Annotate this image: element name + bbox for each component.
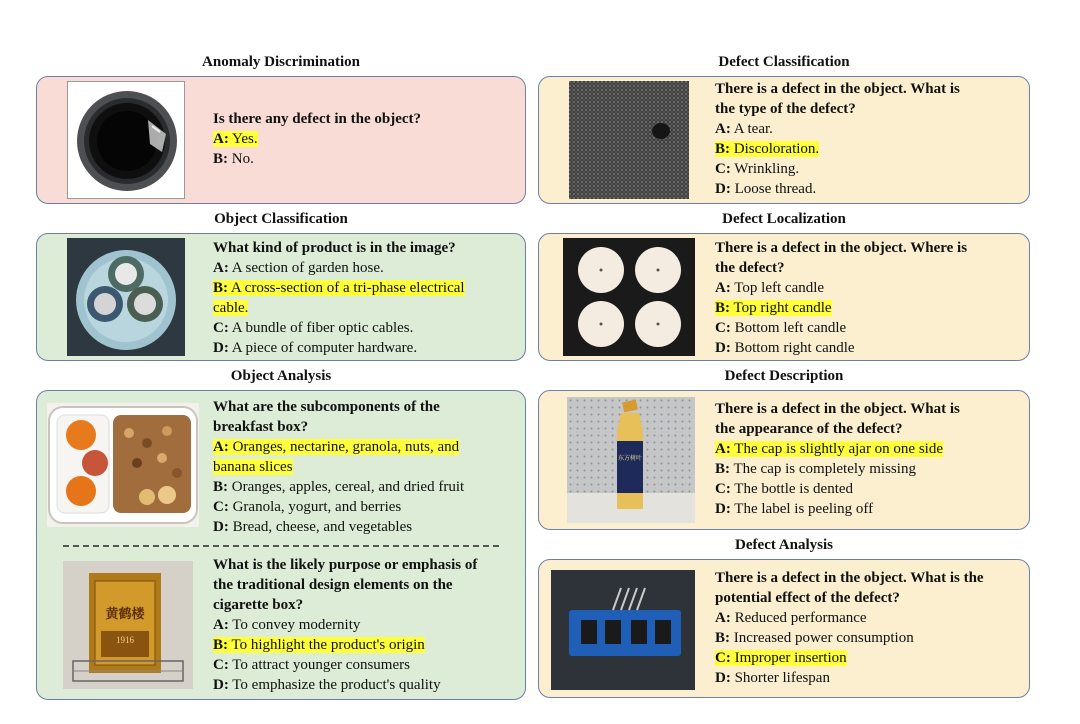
defect-localization-title: Defect Localization xyxy=(722,211,846,227)
defect-analysis-card xyxy=(538,559,1030,698)
option-d: D: A piece of computer hardware. xyxy=(213,340,418,356)
question-line: There is a defect in the object. Where is xyxy=(715,240,968,256)
option-b: B: Discoloration. xyxy=(715,141,820,157)
option-a: A: Yes. xyxy=(213,131,258,147)
defect-description-card xyxy=(538,390,1030,530)
option-a: A: Top left candle xyxy=(715,280,825,296)
question-line: the type of the defect? xyxy=(715,101,856,117)
object-analysis-q2 xyxy=(213,555,477,695)
option-b: B: A cross-section of a tri-phase electrical xyxy=(213,280,465,296)
anomaly-qa xyxy=(213,109,421,169)
defect-localization-card xyxy=(538,233,1030,361)
question: Is there any defect in the object? xyxy=(213,111,422,127)
breakfast-box-image xyxy=(47,403,199,527)
fabric-image xyxy=(569,81,689,199)
question-line: the defect? xyxy=(715,260,785,276)
option-d: D: Shorter lifespan xyxy=(715,670,830,686)
bottle-image xyxy=(567,397,695,523)
defect-analysis-qa xyxy=(715,568,984,688)
object-analysis-card xyxy=(36,390,526,700)
option-a-cont: banana slices xyxy=(213,459,293,475)
option-b: B: Top right candle xyxy=(715,300,832,316)
object-analysis-q1 xyxy=(213,397,464,537)
question-line: What is the likely purpose or emphasis of xyxy=(213,557,478,573)
question-line: the traditional design elements on the xyxy=(213,577,453,593)
object-classification-qa xyxy=(213,238,465,358)
option-c: C: The bottle is dented xyxy=(715,481,854,497)
option-d: D: To emphasize the product's quality xyxy=(213,677,441,693)
question-line: cigarette box? xyxy=(213,597,304,613)
defect-analysis-title: Defect Analysis xyxy=(735,537,833,553)
cigarette-brand-label: 黄鹤楼 xyxy=(105,606,145,621)
defect-classification-card xyxy=(538,76,1030,204)
option-a: A: The cap is slightly ajar on one side xyxy=(715,441,944,457)
option-d: D: Bread, cheese, and vegetables xyxy=(213,519,413,535)
candles-image xyxy=(563,238,695,356)
option-a: A: A section of garden hose. xyxy=(213,260,384,276)
option-b: B: No. xyxy=(213,151,254,167)
defect-description-qa xyxy=(715,399,960,519)
question-line: What are the subcomponents of the xyxy=(213,399,440,415)
option-d: D: Loose thread. xyxy=(715,181,817,197)
anomaly-discrimination-title: Anomaly Discrimination xyxy=(202,54,360,70)
option-c: C: Improper insertion xyxy=(715,650,847,666)
divider xyxy=(63,545,499,547)
cigarette-year-label: 1916 xyxy=(116,635,134,645)
defect-classification-qa xyxy=(715,79,960,199)
option-c: C: A bundle of fiber optic cables. xyxy=(213,320,414,336)
option-c: C: Wrinkling. xyxy=(715,161,800,177)
option-d: D: The label is peeling off xyxy=(715,501,874,517)
object-analysis-title: Object Analysis xyxy=(230,368,332,384)
bottle-label: 东方树叶 xyxy=(617,456,642,462)
object-classification-title: Object Classification xyxy=(214,211,348,227)
option-b-cont: cable. xyxy=(213,300,249,316)
option-c: C: To attract younger consumers xyxy=(213,657,410,673)
option-b: B: The cap is completely missing xyxy=(715,461,916,477)
option-c: C: Bottom left candle xyxy=(715,320,847,336)
question-line: There is a defect in the object. What is xyxy=(715,81,960,97)
option-b: B: Oranges, apples, cereal, and dried fruit xyxy=(213,479,465,495)
anomaly-discrimination-card xyxy=(36,76,526,204)
defect-classification-title: Defect Classification xyxy=(718,54,850,70)
option-b: B: Increased power consumption xyxy=(715,630,914,646)
cigarette-box-image xyxy=(63,561,193,689)
lens-ring-image xyxy=(67,81,185,199)
option-a: A: To convey modernity xyxy=(213,617,361,633)
option-b: B: To highlight the product's origin xyxy=(213,637,425,653)
defect-localization-qa xyxy=(715,238,967,358)
object-classification-card xyxy=(36,233,526,361)
option-d: D: Bottom right candle xyxy=(715,340,855,356)
option-a: A: Reduced performance xyxy=(715,610,867,626)
question-line: There is a defect in the object. What is xyxy=(715,401,960,417)
option-a: A: A tear. xyxy=(715,121,773,137)
option-c: C: Granola, yogurt, and berries xyxy=(213,499,402,515)
question-line: the appearance of the defect? xyxy=(715,421,903,437)
circuit-board-image xyxy=(551,570,695,690)
question-line: potential effect of the defect? xyxy=(715,590,900,606)
question-line: breakfast box? xyxy=(213,419,309,435)
question: What kind of product is in the image? xyxy=(213,240,456,256)
defect-description-title: Defect Description xyxy=(724,368,844,384)
cable-cross-section-image xyxy=(67,238,185,356)
question-line: There is a defect in the object. What is the xyxy=(715,570,984,586)
option-a: A: Oranges, nectarine, granola, nuts, and xyxy=(213,439,460,455)
